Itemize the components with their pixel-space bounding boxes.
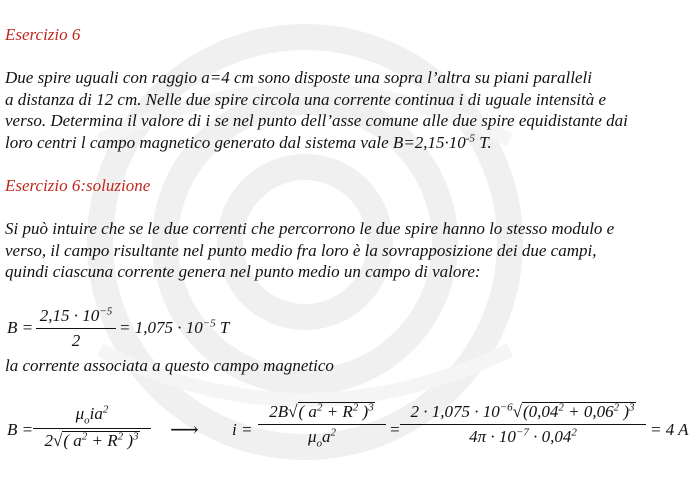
eq2-i-lhs: i = — [232, 420, 253, 439]
eq2-frac1-denominator: 2√( $a^2 + R^2$ )$^3$ — [44, 430, 139, 451]
eq2-frac1-numerator: $\mu_oia^2$ — [75, 403, 109, 427]
solution-line: quindi ciascuna corrente genera nel punto medio un campo di valore: — [5, 262, 481, 281]
eq2-lhs: B = — [7, 420, 34, 439]
eq1-result: = $1,075 \cdot 10^{-5}$ T — [119, 317, 230, 337]
eq2-frac3-numerator: $2 \cdot 1,075 \cdot 10^{-6}√(0,04^2 + 0,06^2$ )$^3$ — [410, 401, 635, 421]
eq2-equals: = — [389, 420, 401, 439]
eq1-fraction — [36, 306, 116, 351]
solution-line: verso, il campo risultante nel punto medio fra loro è la sovrapposizione dei due campi, — [5, 240, 597, 260]
problem-line: loro centri l campo magnetico generato dal sistema vale $B=2,15\cdot 10^{-5}$ T. — [5, 131, 492, 152]
problem-line: verso. Determina il valore di i se nel punto dell’asse comune alle due spire equidistante dai — [5, 111, 628, 130]
exercise-title: Esercizio 6 — [5, 25, 81, 44]
eq2-fraction-field — [33, 404, 151, 451]
problem-text — [5, 67, 691, 153]
solution-line: Si può intuire che se le due correnti che percorrono le due spire hanno lo stesso modulo e — [5, 219, 615, 238]
solution-text — [5, 218, 691, 283]
eq2-fraction-numeric — [400, 402, 646, 447]
middle-text: la corrente associata a questo campo magnetico — [5, 356, 334, 375]
problem-line: a distanza di 12 cm. Nelle due spire circola una corrente continua i di uguale intensità e — [5, 89, 607, 109]
eq2-frac2-denominator: $\mu_oa^2$ — [307, 426, 337, 450]
eq2-frac2-numerator: 2B√( $a^2 + R^2$ )$^3$ — [269, 401, 374, 421]
problem-line: Due spire uguali con raggio a=4 cm sono disposte una sopra l’altra su piani paralleli — [5, 68, 592, 87]
solution-title: Esercizio 6:soluzione — [5, 176, 151, 195]
eq2-frac3-denominator: $4\pi \cdot 10^{-7} \cdot 0,04^2$ — [469, 426, 577, 446]
implies-arrow: ⟶ — [170, 419, 199, 441]
eq1-lhs: B = — [7, 318, 34, 337]
eq2-result: = 4 A — [650, 420, 689, 439]
eq1-denominator: 2 — [71, 331, 81, 350]
eq1-numerator: $2,15 \cdot 10^{-5}$ — [39, 305, 113, 325]
eq2-fraction-current — [258, 402, 386, 449]
